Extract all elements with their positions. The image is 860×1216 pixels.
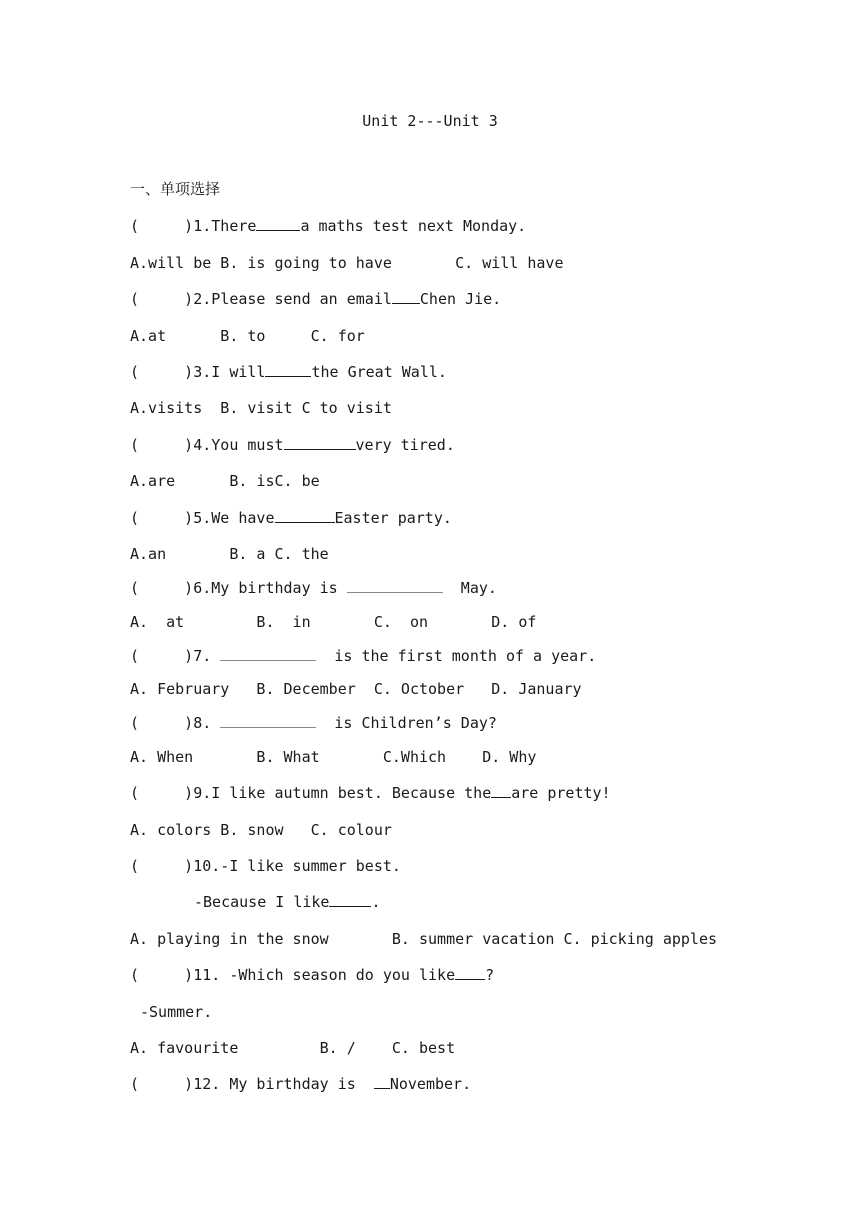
question-1 [130,216,526,236]
options-1: A.will be B. is going to have C. will have [130,254,564,272]
options-5: A.an B. a C. the [130,545,329,563]
question-text: 1.There [193,217,257,235]
question-text: 9.I like autumn best. Because the [193,784,492,802]
answer-blank [347,578,443,593]
answer-blank [256,216,300,231]
options-9: A. colors B. snow C. colour [130,821,392,839]
page-title: Unit 2---Unit 3 [362,112,498,130]
answer-bracket: ( ) [130,966,194,984]
question-11 [130,965,494,985]
question-4 [130,435,455,455]
question-text: Chen Jie. [419,290,502,308]
question-2 [130,289,501,309]
question-text: May. [442,579,497,597]
answer-blank [220,713,316,728]
question-text: 8. [193,714,221,732]
question-text: 7. [193,647,221,665]
answer-bracket: ( ) [130,363,194,381]
question-text: 2.Please send an email [193,290,392,308]
answer-blank [491,783,511,798]
question-text: are pretty! [511,784,611,802]
question-text: Easter party. [334,509,452,527]
answer-bracket: ( ) [130,857,194,875]
answer-bracket: ( ) [130,784,194,802]
question-3 [130,362,447,382]
answer-blank [392,289,420,304]
options-7: A. February B. December C. October D. January [130,680,582,698]
options-11: A. favourite B. / C. best [130,1039,456,1057]
options-6: A. at B. in C. on D. of [130,613,537,631]
answer-blank [329,892,371,907]
question-text: . [371,893,381,911]
question-10 [130,856,401,876]
answer-blank [455,965,485,980]
answer-bracket: ( ) [130,579,194,597]
question-text: 11. -Which season do you like [193,966,456,984]
answer-bracket: ( ) [130,217,194,235]
answer-blank [220,646,316,661]
question-text: 5.We have [193,509,275,527]
options-8: A. When B. What C.Which D. Why [130,748,537,766]
question-text: very tired. [355,436,455,454]
question-10-reply [194,892,381,912]
answer-blank [284,435,356,450]
question-text: ? [485,966,495,984]
question-12 [130,1074,471,1094]
question-text: is Children’s Day? [316,714,497,732]
options-2: A.at B. to C. for [130,327,365,345]
answer-bracket: ( ) [130,290,194,308]
options-4: A.are B. isC. be [130,472,320,490]
question-text: 6.My birthday is [193,579,347,597]
answer-bracket: ( ) [130,1075,194,1093]
question-text: -Because I like [194,893,330,911]
answer-bracket: ( ) [130,509,194,527]
question-6 [130,578,497,598]
question-text: the Great Wall. [311,363,447,381]
answer-blank [275,508,335,523]
question-text: 10.-I like summer best. [193,857,401,875]
question-text: a maths test next Monday. [300,217,527,235]
question-9 [130,783,611,803]
question-11-reply: -Summer. [140,1003,213,1021]
answer-blank [265,362,311,377]
question-7 [130,646,596,666]
question-text: 4.You must [193,436,284,454]
question-text: 12. My birthday is [193,1075,374,1093]
question-text: 3.I will [193,363,266,381]
question-8 [130,713,497,733]
options-10: A. playing in the snow B. summer vacation C. picking apples [130,930,717,948]
answer-blank [374,1074,390,1089]
answer-bracket: ( ) [130,714,194,732]
section-heading: 一、单项选择 [130,180,221,198]
answer-bracket: ( ) [130,436,194,454]
options-3: A.visits B. visit C to visit [130,399,392,417]
answer-bracket: ( ) [130,647,194,665]
question-5 [130,508,452,528]
question-text: is the first month of a year. [316,647,597,665]
question-text: November. [389,1075,472,1093]
